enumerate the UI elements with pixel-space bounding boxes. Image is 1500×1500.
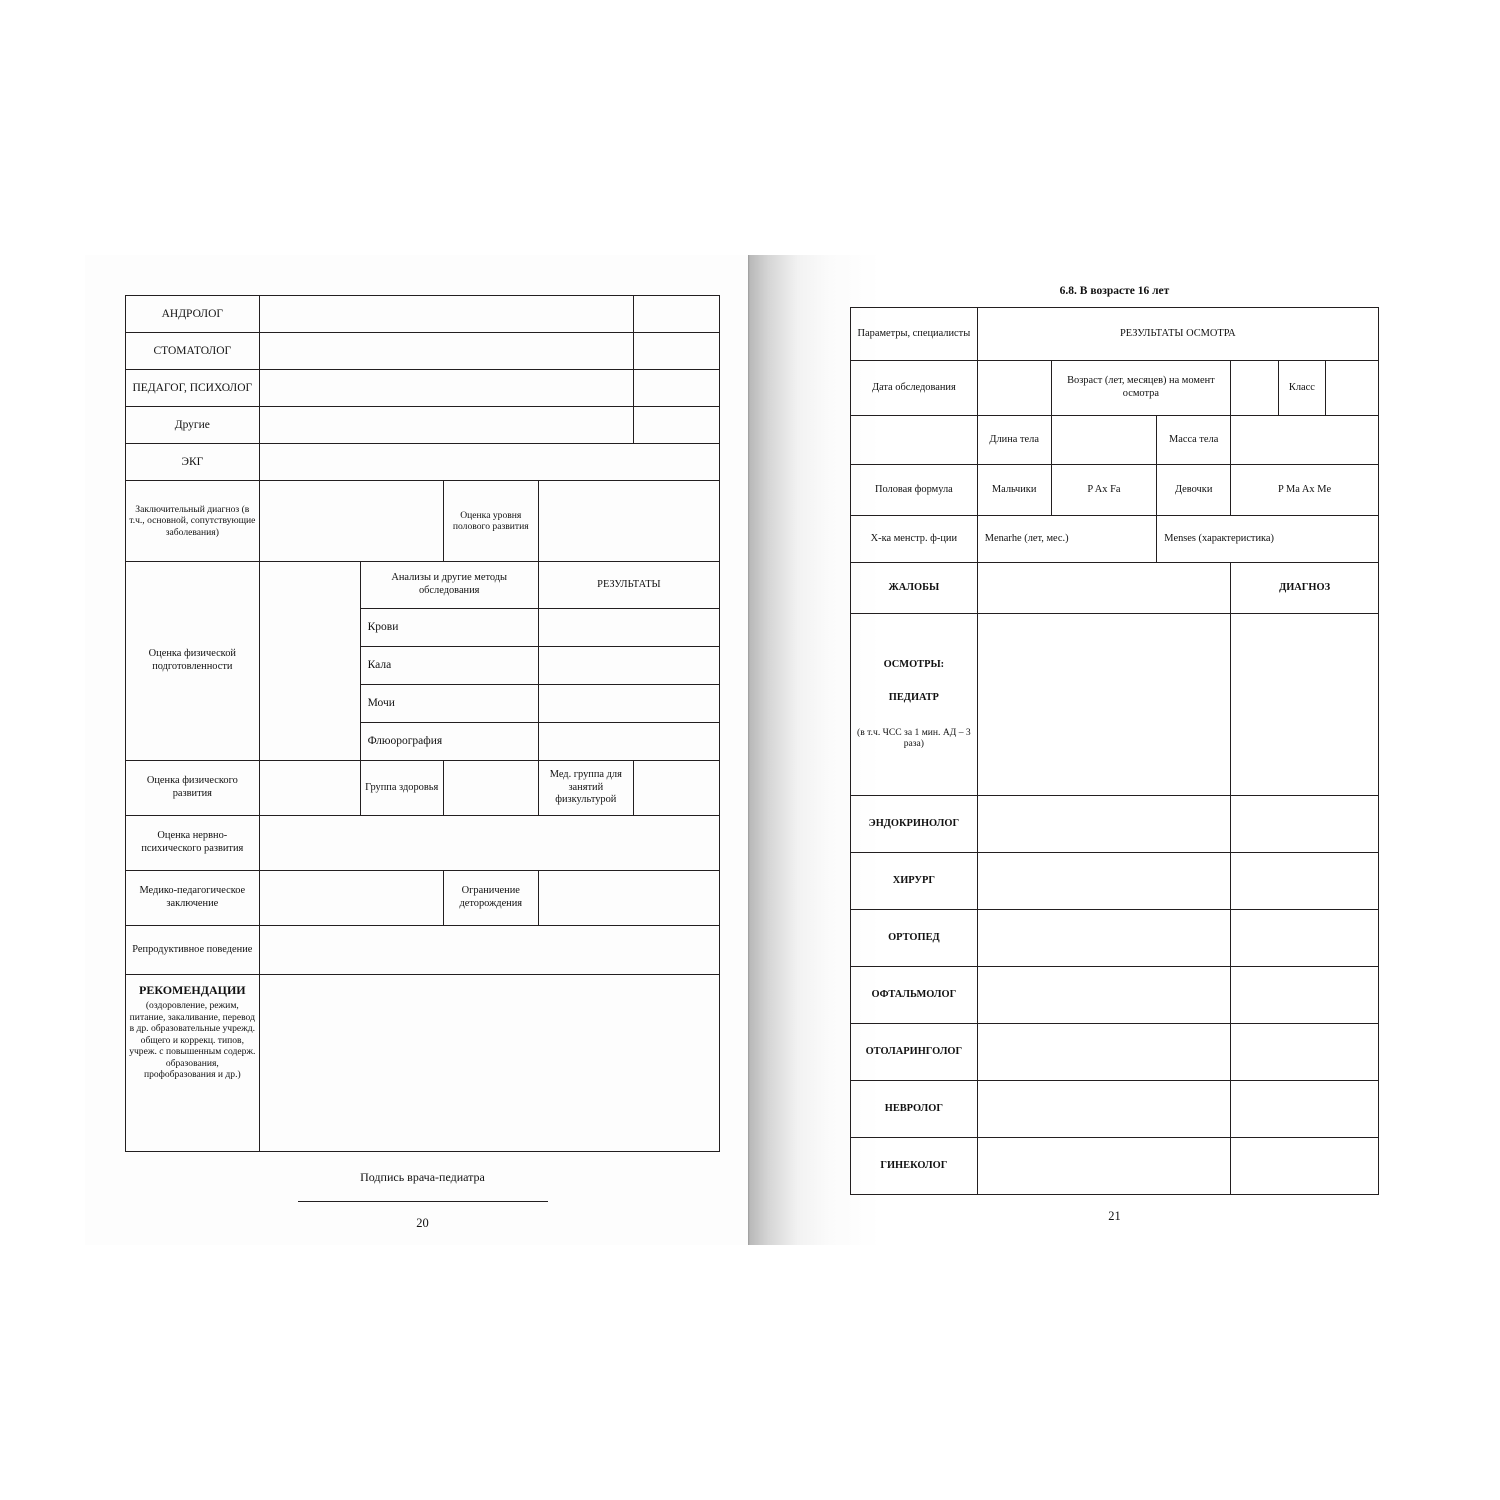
left-page-table (125, 295, 720, 1152)
value-cell-hirurg-diagnosis[interactable] (1231, 853, 1379, 910)
table-row (851, 516, 1379, 563)
row-label-fluorografiya: Флюорография (360, 723, 538, 761)
value-cell-health-group[interactable] (443, 761, 538, 816)
value-cell-body-length[interactable] (1051, 416, 1157, 465)
row-label-krovi: Крови (360, 609, 538, 647)
value-cell-ginekolog-diagnosis[interactable] (1231, 1138, 1379, 1195)
value-cell-nevrolog[interactable] (977, 1081, 1230, 1138)
table-row (851, 361, 1379, 416)
row-label-menstrual-char: Х-ка менстр. ф-ции (851, 516, 978, 563)
book-spread (85, 255, 1415, 1245)
row-label-class: Класс (1278, 361, 1326, 416)
signature-label: Подпись врача-педиатра (360, 1170, 485, 1184)
value-cell-pedagog-extra[interactable] (633, 370, 719, 407)
row-label-birth-restriction: Ограничение деторождения (443, 871, 538, 926)
row-label-complaints: ЖАЛОБЫ (851, 563, 978, 614)
value-cell-mochi[interactable] (538, 685, 719, 723)
table-row (126, 481, 720, 562)
value-cell-pediatr-diagnosis[interactable] (1231, 614, 1379, 796)
table-row (851, 308, 1379, 361)
value-cell-med-group-pe[interactable] (633, 761, 719, 816)
table-row (126, 926, 720, 975)
table-row (126, 816, 720, 871)
value-cell-final-diagnosis[interactable] (259, 481, 443, 562)
value-cell-oftalmolog[interactable] (977, 967, 1230, 1024)
row-label-neuro-dev: Оценка нервно-психического развития (126, 816, 260, 871)
row-label-kala: Кала (360, 647, 538, 685)
table-row (126, 333, 720, 370)
value-cell-krovi[interactable] (538, 609, 719, 647)
row-label-nevrolog: НЕВРОЛОГ (851, 1081, 978, 1138)
value-cell-reproductive-behavior[interactable] (259, 926, 719, 975)
row-label-diagnosis: ДИАГНОЗ (1231, 563, 1379, 614)
row-label-physical-development: Оценка физического развития (126, 761, 260, 816)
label-boys: Мальчики (977, 465, 1051, 516)
right-page (750, 255, 1415, 1245)
value-cell-drugie[interactable] (259, 407, 633, 444)
signature-line (298, 1201, 548, 1202)
row-label-medico-pedagog: Медико-педагогическое заключение (126, 871, 260, 926)
row-label-examinations (851, 614, 978, 796)
value-cell-complaints[interactable] (977, 563, 1230, 614)
table-row (126, 871, 720, 926)
row-label-oftalmolog: ОФТАЛЬМОЛОГ (851, 967, 978, 1024)
row-label-sex-formula: Половая формула (851, 465, 978, 516)
table-row (851, 796, 1379, 853)
value-cell-body-blank[interactable] (851, 416, 978, 465)
value-cell-stomatolog[interactable] (259, 333, 633, 370)
value-cell-physical-fitness[interactable] (259, 562, 360, 761)
signature-block (125, 1170, 720, 1202)
row-label-med-group-pe: Мед. группа для занятий физкультурой (538, 761, 633, 816)
value-cell-otolaringolog[interactable] (977, 1024, 1230, 1081)
row-label-recommendations (126, 975, 260, 1152)
label-pediatr-note: (в т.ч. ЧСС за 1 мин. АД – 3 раза) (857, 726, 971, 750)
value-cell-ortoped-diagnosis[interactable] (1231, 910, 1379, 967)
value-cell-age[interactable] (1231, 361, 1279, 416)
value-cell-endokrinolog-diagnosis[interactable] (1231, 796, 1379, 853)
row-label-ekg: ЭКГ (126, 444, 260, 481)
label-examinations: ОСМОТРЫ: (883, 659, 945, 671)
table-row (851, 1081, 1379, 1138)
table-row (851, 853, 1379, 910)
row-label-ortoped: ОРТОПЕД (851, 910, 978, 967)
row-label-stomatolog: СТОМАТОЛОГ (126, 333, 260, 370)
value-cell-androlog-extra[interactable] (633, 296, 719, 333)
value-cell-pediatr[interactable] (977, 614, 1230, 796)
value-cell-exam-date[interactable] (977, 361, 1051, 416)
value-cell-neuro-dev[interactable] (259, 816, 719, 871)
value-cell-nevrolog-diagnosis[interactable] (1231, 1081, 1379, 1138)
table-row (126, 407, 720, 444)
table-row (851, 1024, 1379, 1081)
right-page-title: 6.8. В возрасте 16 лет (1059, 285, 1170, 297)
label-pediatr: ПЕДИАТР (888, 692, 939, 703)
right-page-table (850, 307, 1379, 1195)
row-label-sex-dev: Оценка уровня полового развития (443, 481, 538, 562)
table-row (126, 444, 720, 481)
header-results: РЕЗУЛЬТАТЫ (538, 562, 719, 609)
row-label-final-diagnosis: Заключительный диагноз (в т.ч., основной, сопутствующие заболевания) (126, 481, 260, 562)
value-cell-stomatolog-extra[interactable] (633, 333, 719, 370)
page-number-right: 21 (1108, 1209, 1121, 1223)
recommendations-title: РЕКОМЕНДАЦИИ (138, 983, 246, 997)
value-cell-endokrinolog[interactable] (977, 796, 1230, 853)
value-cell-fluorografiya[interactable] (538, 723, 719, 761)
page-number-left: 20 (416, 1216, 429, 1230)
value-cell-hirurg[interactable] (977, 853, 1230, 910)
value-cell-body-mass[interactable] (1231, 416, 1379, 465)
row-label-physical-fitness: Оценка физической подготовленности (126, 562, 260, 761)
value-cell-kala[interactable] (538, 647, 719, 685)
value-cell-oftalmolog-diagnosis[interactable] (1231, 967, 1379, 1024)
row-label-otolaringolog: ОТОЛАРИНГОЛОГ (851, 1024, 978, 1081)
value-cell-recommendations[interactable] (259, 975, 719, 1152)
value-cell-class[interactable] (1326, 361, 1379, 416)
value-girls-formula[interactable]: P Ma Ax Me (1231, 465, 1379, 516)
row-label-body-length: Длина тела (977, 416, 1051, 465)
value-cell-androlog[interactable] (259, 296, 633, 333)
table-row (851, 614, 1379, 796)
table-row (851, 416, 1379, 465)
row-label-reproductive-behavior: Репродуктивное поведение (126, 926, 260, 975)
header-analyses: Анализы и другие методы обследования (360, 562, 538, 609)
value-cell-sex-dev[interactable] (538, 481, 719, 562)
row-label-exam-date: Дата обследования (851, 361, 978, 416)
table-row (851, 967, 1379, 1024)
recommendations-body: (оздоровление, режим, питание, закаливание, перевод в др. образовательные учрежд. общего и коррекц. типов, учреж. с повышенным содерж. образования, профобразования и др.) (129, 1000, 256, 1081)
value-cell-ekg[interactable] (259, 444, 719, 481)
table-row (126, 975, 720, 1152)
table-row (126, 562, 720, 609)
table-row (126, 296, 720, 333)
label-girls: Девочки (1157, 465, 1231, 516)
value-cell-birth-restriction[interactable] (538, 871, 719, 926)
row-label-age-at-exam: Возраст (лет, месяцев) на момент осмотра (1051, 361, 1231, 416)
row-label-endokrinolog: ЭНДОКРИНОЛОГ (851, 796, 978, 853)
row-label-ginekolog: ГИНЕКОЛОГ (851, 1138, 978, 1195)
row-label-pedagog-psiholog: ПЕДАГОГ, ПСИХОЛОГ (126, 370, 260, 407)
table-row (851, 910, 1379, 967)
value-cell-ginekolog[interactable] (977, 1138, 1230, 1195)
value-cell-physical-development[interactable] (259, 761, 360, 816)
value-cell-ortoped[interactable] (977, 910, 1230, 967)
label-menarhe[interactable]: Menarhe (лет, мес.) (977, 516, 1157, 563)
value-cell-otolaringolog-diagnosis[interactable] (1231, 1024, 1379, 1081)
row-label-mochi: Мочи (360, 685, 538, 723)
table-row (126, 761, 720, 816)
header-exam-results: РЕЗУЛЬТАТЫ ОСМОТРА (977, 308, 1378, 361)
table-row (851, 563, 1379, 614)
value-cell-pedagog[interactable] (259, 370, 633, 407)
left-page (85, 255, 750, 1245)
value-cell-medico-pedagog[interactable] (259, 871, 443, 926)
row-label-params-specialists: Параметры, специалисты (851, 308, 978, 361)
row-label-hirurg: ХИРУРГ (851, 853, 978, 910)
value-cell-drugie-extra[interactable] (633, 407, 719, 444)
table-row (126, 370, 720, 407)
table-row (851, 465, 1379, 516)
row-label-drugie: Другие (126, 407, 260, 444)
table-row (851, 1138, 1379, 1195)
row-label-androlog: АНДРОЛОГ (126, 296, 260, 333)
label-menses[interactable]: Menses (характеристика) (1157, 516, 1379, 563)
row-label-body-mass: Масса тела (1157, 416, 1231, 465)
value-boys-formula[interactable]: P Ax Fa (1051, 465, 1157, 516)
row-label-health-group: Группа здоровья (360, 761, 443, 816)
